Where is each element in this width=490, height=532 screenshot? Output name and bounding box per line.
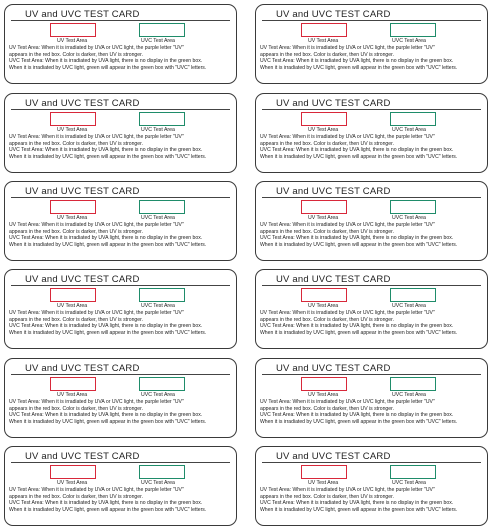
uv-test-area-label: UV Test Area (308, 215, 339, 221)
title-divider (262, 285, 481, 286)
uv-test-box (50, 200, 96, 214)
card-instructions (260, 487, 486, 513)
uvc-test-area-label: UVC Test Area (141, 127, 175, 133)
card-instructions (260, 134, 486, 160)
test-card: UV and UVC TEST CARD UV Test Area UVC Test Area UV Test Area: When it is irradiated by UVA or UVC light, the purple letter "UV" appears in the red box. Color is darker, then UV is stronger. UVC Test Area: When it is irradiated by UVA light, there is no display in the green box. When it is irradiated by UVC light, green will appear in the green box with "UVC" letters. (255, 181, 488, 261)
title-divider (11, 374, 230, 375)
uv-test-box (301, 465, 347, 479)
instruction-line: When it is irradiated by UVC light, green will appear in the green box with "UVC" letters. (260, 64, 458, 71)
uvc-test-box (390, 288, 436, 302)
instruction-line: appears in the red box. Color is darker, then UV is stronger. (260, 493, 394, 500)
card-instructions (9, 134, 235, 160)
title-divider (11, 109, 230, 110)
instruction-line: UVC Test Area: When it is irradiated by UVA light, there is no display in the green box. (260, 323, 454, 330)
instruction-line: UV Test Area: When it is irradiated by UVA or UVC light, the purple letter "UV" (260, 310, 435, 316)
uvc-test-area-label: UVC Test Area (392, 215, 426, 221)
uv-test-box (50, 465, 96, 479)
test-card: UV and UVC TEST CARD UV Test Area UVC Test Area UV Test Area: When it is irradiated by UVA or UVC light, the purple letter "UV" appears in the red box. Color is darker, then UV is stronger. UVC Test Area: When it is irradiated by UVA light, there is no display in the green box. When it is irradiated by UVC light, green will appear in the green box with "UVC" letters. (4, 269, 237, 349)
uvc-test-box (390, 465, 436, 479)
uvc-test-area-label: UVC Test Area (392, 480, 426, 486)
uv-test-box (301, 23, 347, 37)
instruction-line: UV Test Area: When it is irradiated by UVA or UVC light, the purple letter "UV" (9, 222, 184, 228)
instruction-line: When it is irradiated by UVC light, green will appear in the green box with "UVC" letters. (260, 418, 458, 425)
uvc-test-box (390, 23, 436, 37)
uvc-test-area-label: UVC Test Area (141, 215, 175, 221)
uvc-test-box (390, 377, 436, 391)
uv-test-area-label: UV Test Area (57, 215, 88, 221)
uv-test-box (301, 200, 347, 214)
card-instructions (9, 222, 235, 248)
instruction-line: UVC Test Area: When it is irradiated by UVA light, there is no display in the green box. (260, 235, 454, 242)
instruction-line: appears in the red box. Color is darker, then UV is stronger. (9, 405, 143, 412)
instruction-line: When it is irradiated by UVC light, green will appear in the green box with "UVC" letters. (9, 64, 207, 71)
instruction-line: UV Test Area: When it is irradiated by UVA or UVC light, the purple letter "UV" (9, 134, 184, 140)
instruction-line: When it is irradiated by UVC light, green will appear in the green box with "UVC" letters. (260, 506, 458, 513)
uv-test-box (301, 112, 347, 126)
instruction-line: UV Test Area: When it is irradiated by UVA or UVC light, the purple letter "UV" (260, 134, 435, 140)
test-card: UV and UVC TEST CARD UV Test Area UVC Test Area UV Test Area: When it is irradiated by UVA or UVC light, the purple letter "UV" appears in the red box. Color is darker, then UV is stronger. UVC Test Area: When it is irradiated by UVA light, there is no display in the green box. When it is irradiated by UVC light, green will appear in the green box with "UVC" letters. (255, 269, 488, 349)
test-card: UV and UVC TEST CARD UV Test Area UVC Test Area UV Test Area: When it is irradiated by UVA or UVC light, the purple letter "UV" appears in the red box. Color is darker, then UV is stronger. UVC Test Area: When it is irradiated by UVA light, there is no display in the green box. When it is irradiated by UVC light, green will appear in the green box with "UVC" letters. (4, 4, 237, 84)
title-divider (262, 20, 481, 21)
uvc-test-box (390, 200, 436, 214)
uv-test-area-label: UV Test Area (308, 127, 339, 133)
uvc-test-area-label: UVC Test Area (392, 303, 426, 309)
uv-test-box (50, 23, 96, 37)
instruction-line: appears in the red box. Color is darker, then UV is stronger. (9, 493, 143, 500)
title-divider (11, 20, 230, 21)
instruction-line: When it is irradiated by UVC light, green will appear in the green box with "UVC" letters. (9, 329, 207, 336)
uv-test-area-label: UV Test Area (308, 303, 339, 309)
test-card: UV and UVC TEST CARD UV Test Area UVC Test Area UV Test Area: When it is irradiated by UVA or UVC light, the purple letter "UV" appears in the red box. Color is darker, then UV is stronger. UVC Test Area: When it is irradiated by UVA light, there is no display in the green box. When it is irradiated by UVC light, green will appear in the green box with "UVC" letters. (255, 358, 488, 438)
uv-test-area-label: UV Test Area (308, 392, 339, 398)
instruction-line: appears in the red box. Color is darker, then UV is stronger. (9, 316, 143, 323)
instruction-line: When it is irradiated by UVC light, green will appear in the green box with "UVC" letters. (9, 506, 207, 513)
test-card: UV and UVC TEST CARD UV Test Area UVC Test Area UV Test Area: When it is irradiated by UVA or UVC light, the purple letter "UV" appears in the red box. Color is darker, then UV is stronger. UVC Test Area: When it is irradiated by UVA light, there is no display in the green box. When it is irradiated by UVC light, green will appear in the green box with "UVC" letters. (255, 446, 488, 526)
uv-test-box (50, 112, 96, 126)
uvc-test-area-label: UVC Test Area (392, 392, 426, 398)
title-divider (262, 374, 481, 375)
card-instructions (260, 45, 486, 71)
card-instructions (9, 45, 235, 71)
card-instructions (260, 222, 486, 248)
instruction-line: UVC Test Area: When it is irradiated by UVA light, there is no display in the green box. (260, 412, 454, 419)
instruction-line: When it is irradiated by UVC light, green will appear in the green box with "UVC" letters. (9, 418, 207, 425)
instruction-line: appears in the red box. Color is darker, then UV is stronger. (260, 140, 394, 147)
title-divider (11, 197, 230, 198)
uv-test-box (301, 377, 347, 391)
instruction-line: UV Test Area: When it is irradiated by UVA or UVC light, the purple letter "UV" (9, 399, 184, 405)
title-divider (11, 285, 230, 286)
card-instructions (9, 487, 235, 513)
uvc-test-box (139, 23, 185, 37)
instruction-line: appears in the red box. Color is darker, then UV is stronger. (260, 51, 394, 58)
test-card: UV and UVC TEST CARD UV Test Area UVC Test Area UV Test Area: When it is irradiated by UVA or UVC light, the purple letter "UV" appears in the red box. Color is darker, then UV is stronger. UVC Test Area: When it is irradiated by UVA light, there is no display in the green box. When it is irradiated by UVC light, green will appear in the green box with "UVC" letters. (4, 181, 237, 261)
uv-test-area-label: UV Test Area (57, 303, 88, 309)
test-card: UV and UVC TEST CARD UV Test Area UVC Test Area UV Test Area: When it is irradiated by UVA or UVC light, the purple letter "UV" appears in the red box. Color is darker, then UV is stronger. UVC Test Area: When it is irradiated by UVA light, there is no display in the green box. When it is irradiated by UVC light, green will appear in the green box with "UVC" letters. (255, 4, 488, 84)
uvc-test-box (139, 200, 185, 214)
uv-test-box (50, 377, 96, 391)
uvc-test-area-label: UVC Test Area (392, 127, 426, 133)
instruction-line: When it is irradiated by UVC light, green will appear in the green box with "UVC" letters. (9, 241, 207, 248)
uv-test-area-label: UV Test Area (308, 38, 339, 44)
test-card: UV and UVC TEST CARD UV Test Area UVC Test Area UV Test Area: When it is irradiated by UVA or UVC light, the purple letter "UV" appears in the red box. Color is darker, then UV is stronger. UVC Test Area: When it is irradiated by UVA light, there is no display in the green box. When it is irradiated by UVC light, green will appear in the green box with "UVC" letters. (255, 93, 488, 173)
uv-test-area-label: UV Test Area (57, 392, 88, 398)
uv-test-area-label: UV Test Area (57, 480, 88, 486)
title-divider (262, 462, 481, 463)
test-card: UV and UVC TEST CARD UV Test Area UVC Test Area UV Test Area: When it is irradiated by UVA or UVC light, the purple letter "UV" appears in the red box. Color is darker, then UV is stronger. UVC Test Area: When it is irradiated by UVA light, there is no display in the green box. When it is irradiated by UVC light, green will appear in the green box with "UVC" letters. (4, 358, 237, 438)
test-card: UV and UVC TEST CARD UV Test Area UVC Test Area UV Test Area: When it is irradiated by UVA or UVC light, the purple letter "UV" appears in the red box. Color is darker, then UV is stronger. UVC Test Area: When it is irradiated by UVA light, there is no display in the green box. When it is irradiated by UVC light, green will appear in the green box with "UVC" letters. (4, 93, 237, 173)
title-divider (262, 197, 481, 198)
card-instructions (260, 399, 486, 425)
uvc-test-area-label: UVC Test Area (141, 303, 175, 309)
instruction-line: UV Test Area: When it is irradiated by UVA or UVC light, the purple letter "UV" (260, 399, 435, 405)
card-instructions (9, 399, 235, 425)
instruction-line: UVC Test Area: When it is irradiated by UVA light, there is no display in the green box. (260, 500, 454, 507)
instruction-line: UVC Test Area: When it is irradiated by UVA light, there is no display in the green box. (260, 58, 454, 65)
title-divider (262, 109, 481, 110)
instruction-line: UVC Test Area: When it is irradiated by UVA light, there is no display in the green box. (9, 323, 203, 330)
instruction-line: appears in the red box. Color is darker, then UV is stronger. (260, 228, 394, 235)
uv-test-area-label: UV Test Area (308, 480, 339, 486)
uvc-test-area-label: UVC Test Area (141, 392, 175, 398)
instruction-line: UVC Test Area: When it is irradiated by UVA light, there is no display in the green box. (260, 147, 454, 154)
uvc-test-box (390, 112, 436, 126)
instruction-line: UV Test Area: When it is irradiated by UVA or UVC light, the purple letter "UV" (260, 487, 435, 493)
uv-test-area-label: UV Test Area (57, 127, 88, 133)
test-card: UV and UVC TEST CARD UV Test Area UVC Test Area UV Test Area: When it is irradiated by UVA or UVC light, the purple letter "UV" appears in the red box. Color is darker, then UV is stronger. UVC Test Area: When it is irradiated by UVA light, there is no display in the green box. When it is irradiated by UVC light, green will appear in the green box with "UVC" letters. (4, 446, 237, 526)
instruction-line: appears in the red box. Color is darker, then UV is stronger. (9, 140, 143, 147)
instruction-line: UVC Test Area: When it is irradiated by UVA light, there is no display in the green box. (9, 58, 203, 65)
card-instructions (9, 310, 235, 336)
uvc-test-box (139, 377, 185, 391)
instruction-line: UV Test Area: When it is irradiated by UVA or UVC light, the purple letter "UV" (9, 310, 184, 316)
uvc-test-box (139, 112, 185, 126)
instruction-line: When it is irradiated by UVC light, green will appear in the green box with "UVC" letters. (9, 153, 207, 160)
uvc-test-box (139, 465, 185, 479)
instruction-line: appears in the red box. Color is darker, then UV is stronger. (9, 228, 143, 235)
instruction-line: UVC Test Area: When it is irradiated by UVA light, there is no display in the green box. (9, 147, 203, 154)
instruction-line: When it is irradiated by UVC light, green will appear in the green box with "UVC" letters. (260, 329, 458, 336)
instruction-line: When it is irradiated by UVC light, green will appear in the green box with "UVC" letters. (260, 241, 458, 248)
uvc-test-box (139, 288, 185, 302)
instruction-line: When it is irradiated by UVC light, green will appear in the green box with "UVC" letters. (260, 153, 458, 160)
card-instructions (260, 310, 486, 336)
uv-test-area-label: UV Test Area (57, 38, 88, 44)
title-divider (11, 462, 230, 463)
instruction-line: UV Test Area: When it is irradiated by UVA or UVC light, the purple letter "UV" (9, 45, 184, 51)
uvc-test-area-label: UVC Test Area (141, 38, 175, 44)
instruction-line: UVC Test Area: When it is irradiated by UVA light, there is no display in the green box. (9, 500, 203, 507)
instruction-line: UVC Test Area: When it is irradiated by UVA light, there is no display in the green box. (9, 412, 203, 419)
instruction-line: appears in the red box. Color is darker, then UV is stronger. (9, 51, 143, 58)
instruction-line: UV Test Area: When it is irradiated by UVA or UVC light, the purple letter "UV" (260, 45, 435, 51)
instruction-line: appears in the red box. Color is darker, then UV is stronger. (260, 316, 394, 323)
uvc-test-area-label: UVC Test Area (392, 38, 426, 44)
instruction-line: appears in the red box. Color is darker, then UV is stronger. (260, 405, 394, 412)
instruction-line: UV Test Area: When it is irradiated by UVA or UVC light, the purple letter "UV" (260, 222, 435, 228)
uv-test-box (301, 288, 347, 302)
instruction-line: UV Test Area: When it is irradiated by UVA or UVC light, the purple letter "UV" (9, 487, 184, 493)
instruction-line: UVC Test Area: When it is irradiated by UVA light, there is no display in the green box. (9, 235, 203, 242)
uvc-test-area-label: UVC Test Area (141, 480, 175, 486)
uv-test-box (50, 288, 96, 302)
